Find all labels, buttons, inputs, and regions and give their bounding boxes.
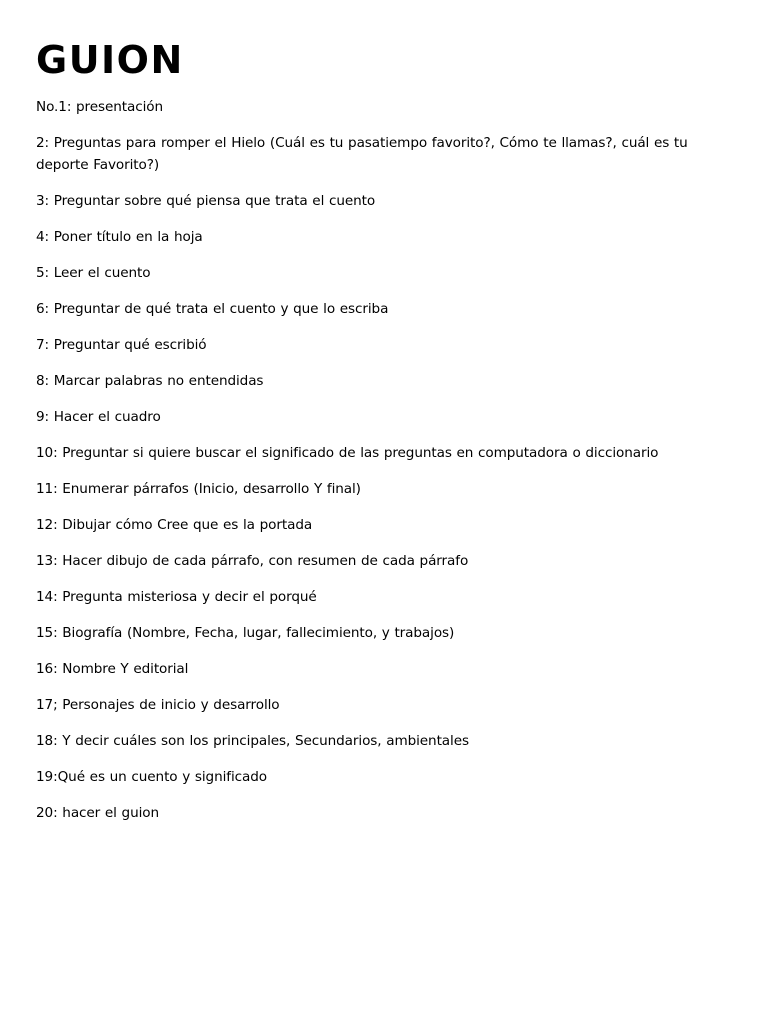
list-item: 7: Preguntar qué escribió: [36, 337, 207, 353]
list-item: 4: Poner título en la hoja: [36, 229, 203, 245]
list-item: 2: Preguntas para romper el Hielo (Cuál es tu pasatiempo favorito?, Cómo te llamas?, cuál es tu deporte Favorito?): [36, 135, 688, 173]
list-item: 6: Preguntar de qué trata el cuento y que lo escriba: [36, 301, 389, 317]
list-item: 14: Pregunta misteriosa y decir el porqué: [36, 589, 317, 605]
list-item: 15: Biografía (Nombre, Fecha, lugar, fallecimiento, y trabajos): [36, 625, 455, 641]
list-item: 9: Hacer el cuadro: [36, 409, 161, 425]
list-item: 17; Personajes de inicio y desarrollo: [36, 697, 280, 713]
list-item: 5: Leer el cuento: [36, 265, 151, 281]
list-item: 11: Enumerar párrafos (Inicio, desarrollo Y final): [36, 481, 361, 497]
list-item: 18: Y decir cuáles son los principales, Secundarios, ambientales: [36, 733, 469, 749]
document-title: GUION: [36, 38, 184, 82]
step-list: [36, 96, 732, 824]
list-item: 16: Nombre Y editorial: [36, 661, 189, 677]
list-item: 19:Qué es un cuento y significado: [36, 769, 267, 785]
list-item: 20: hacer el guion: [36, 805, 160, 821]
list-item: 8: Marcar palabras no entendidas: [36, 373, 264, 389]
list-item: 10: Preguntar si quiere buscar el significado de las preguntas en computadora o diccionario: [36, 445, 659, 461]
list-item: 13: Hacer dibujo de cada párrafo, con resumen de cada párrafo: [36, 553, 469, 569]
list-item: 12: Dibujar cómo Cree que es la portada: [36, 517, 313, 533]
list-item: 3: Preguntar sobre qué piensa que trata el cuento: [36, 193, 376, 209]
list-item: No.1: presentación: [36, 99, 164, 115]
